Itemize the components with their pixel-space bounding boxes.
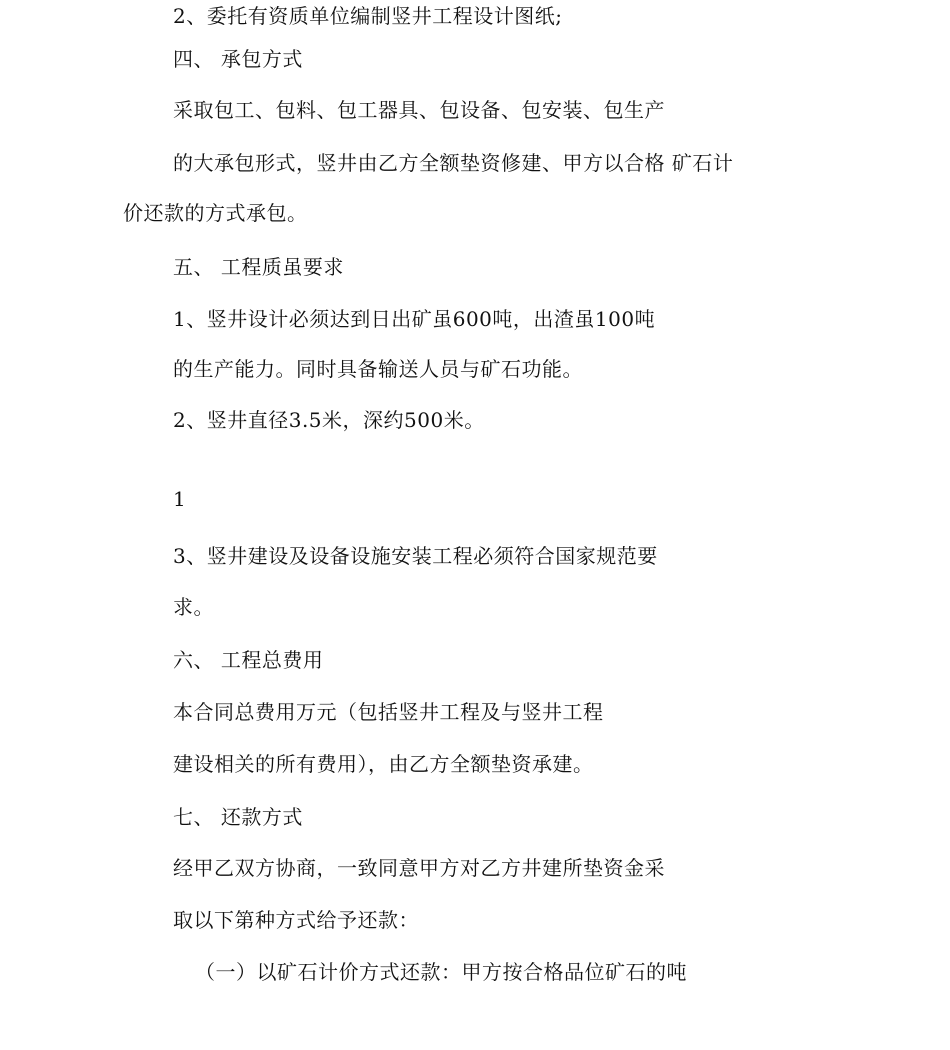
paragraph-line: 价还款的方式承包。 bbox=[123, 201, 308, 225]
section-heading-repayment-method: 七、 还款方式 bbox=[173, 805, 303, 829]
paragraph-line: 的大承包形式，竖井由乙方全额垫资修建、甲方以合格 矿石计 bbox=[173, 151, 734, 175]
clause-design-drawings: 2、委托有资质单位编制竖井工程设计图纸; bbox=[173, 4, 563, 28]
section-heading-total-cost: 六、 工程总费用 bbox=[173, 648, 324, 672]
paragraph-line: 取以下第种方式给予还款： bbox=[173, 908, 419, 932]
paragraph-line: 的生产能力。同时具备输送人员与矿石功能。 bbox=[173, 357, 583, 381]
paragraph-line: 采取包工、包料、包工器具、包设备、包安装、包生产 bbox=[173, 98, 665, 122]
page-number: 1 bbox=[173, 487, 187, 511]
section-heading-contract-method: 四、 承包方式 bbox=[173, 47, 303, 71]
paragraph-line: 2、竖井直径3.5米，深约500米。 bbox=[173, 408, 485, 432]
paragraph-line: 本合同总费用万元（包括竖井工程及与竖井工程 bbox=[173, 700, 604, 724]
paragraph-line: 建设相关的所有费用），由乙方全额垫资承建。 bbox=[173, 752, 594, 776]
paragraph-line: （一）以矿石计价方式还款：甲方按合格品位矿石的吨 bbox=[195, 960, 687, 984]
paragraph-line: 3、竖井建设及设备设施安装工程必须符合国家规范要 bbox=[173, 544, 658, 568]
section-heading-quality-requirements: 五、 工程质虽要求 bbox=[173, 255, 344, 279]
paragraph-line: 经甲乙双方协商，一致同意甲方对乙方井建所垫资金采 bbox=[173, 856, 665, 880]
paragraph-line: 1、竖井设计必须达到日出矿虽600吨，出渣虽100吨 bbox=[173, 307, 656, 331]
paragraph-line: 求。 bbox=[173, 595, 214, 619]
